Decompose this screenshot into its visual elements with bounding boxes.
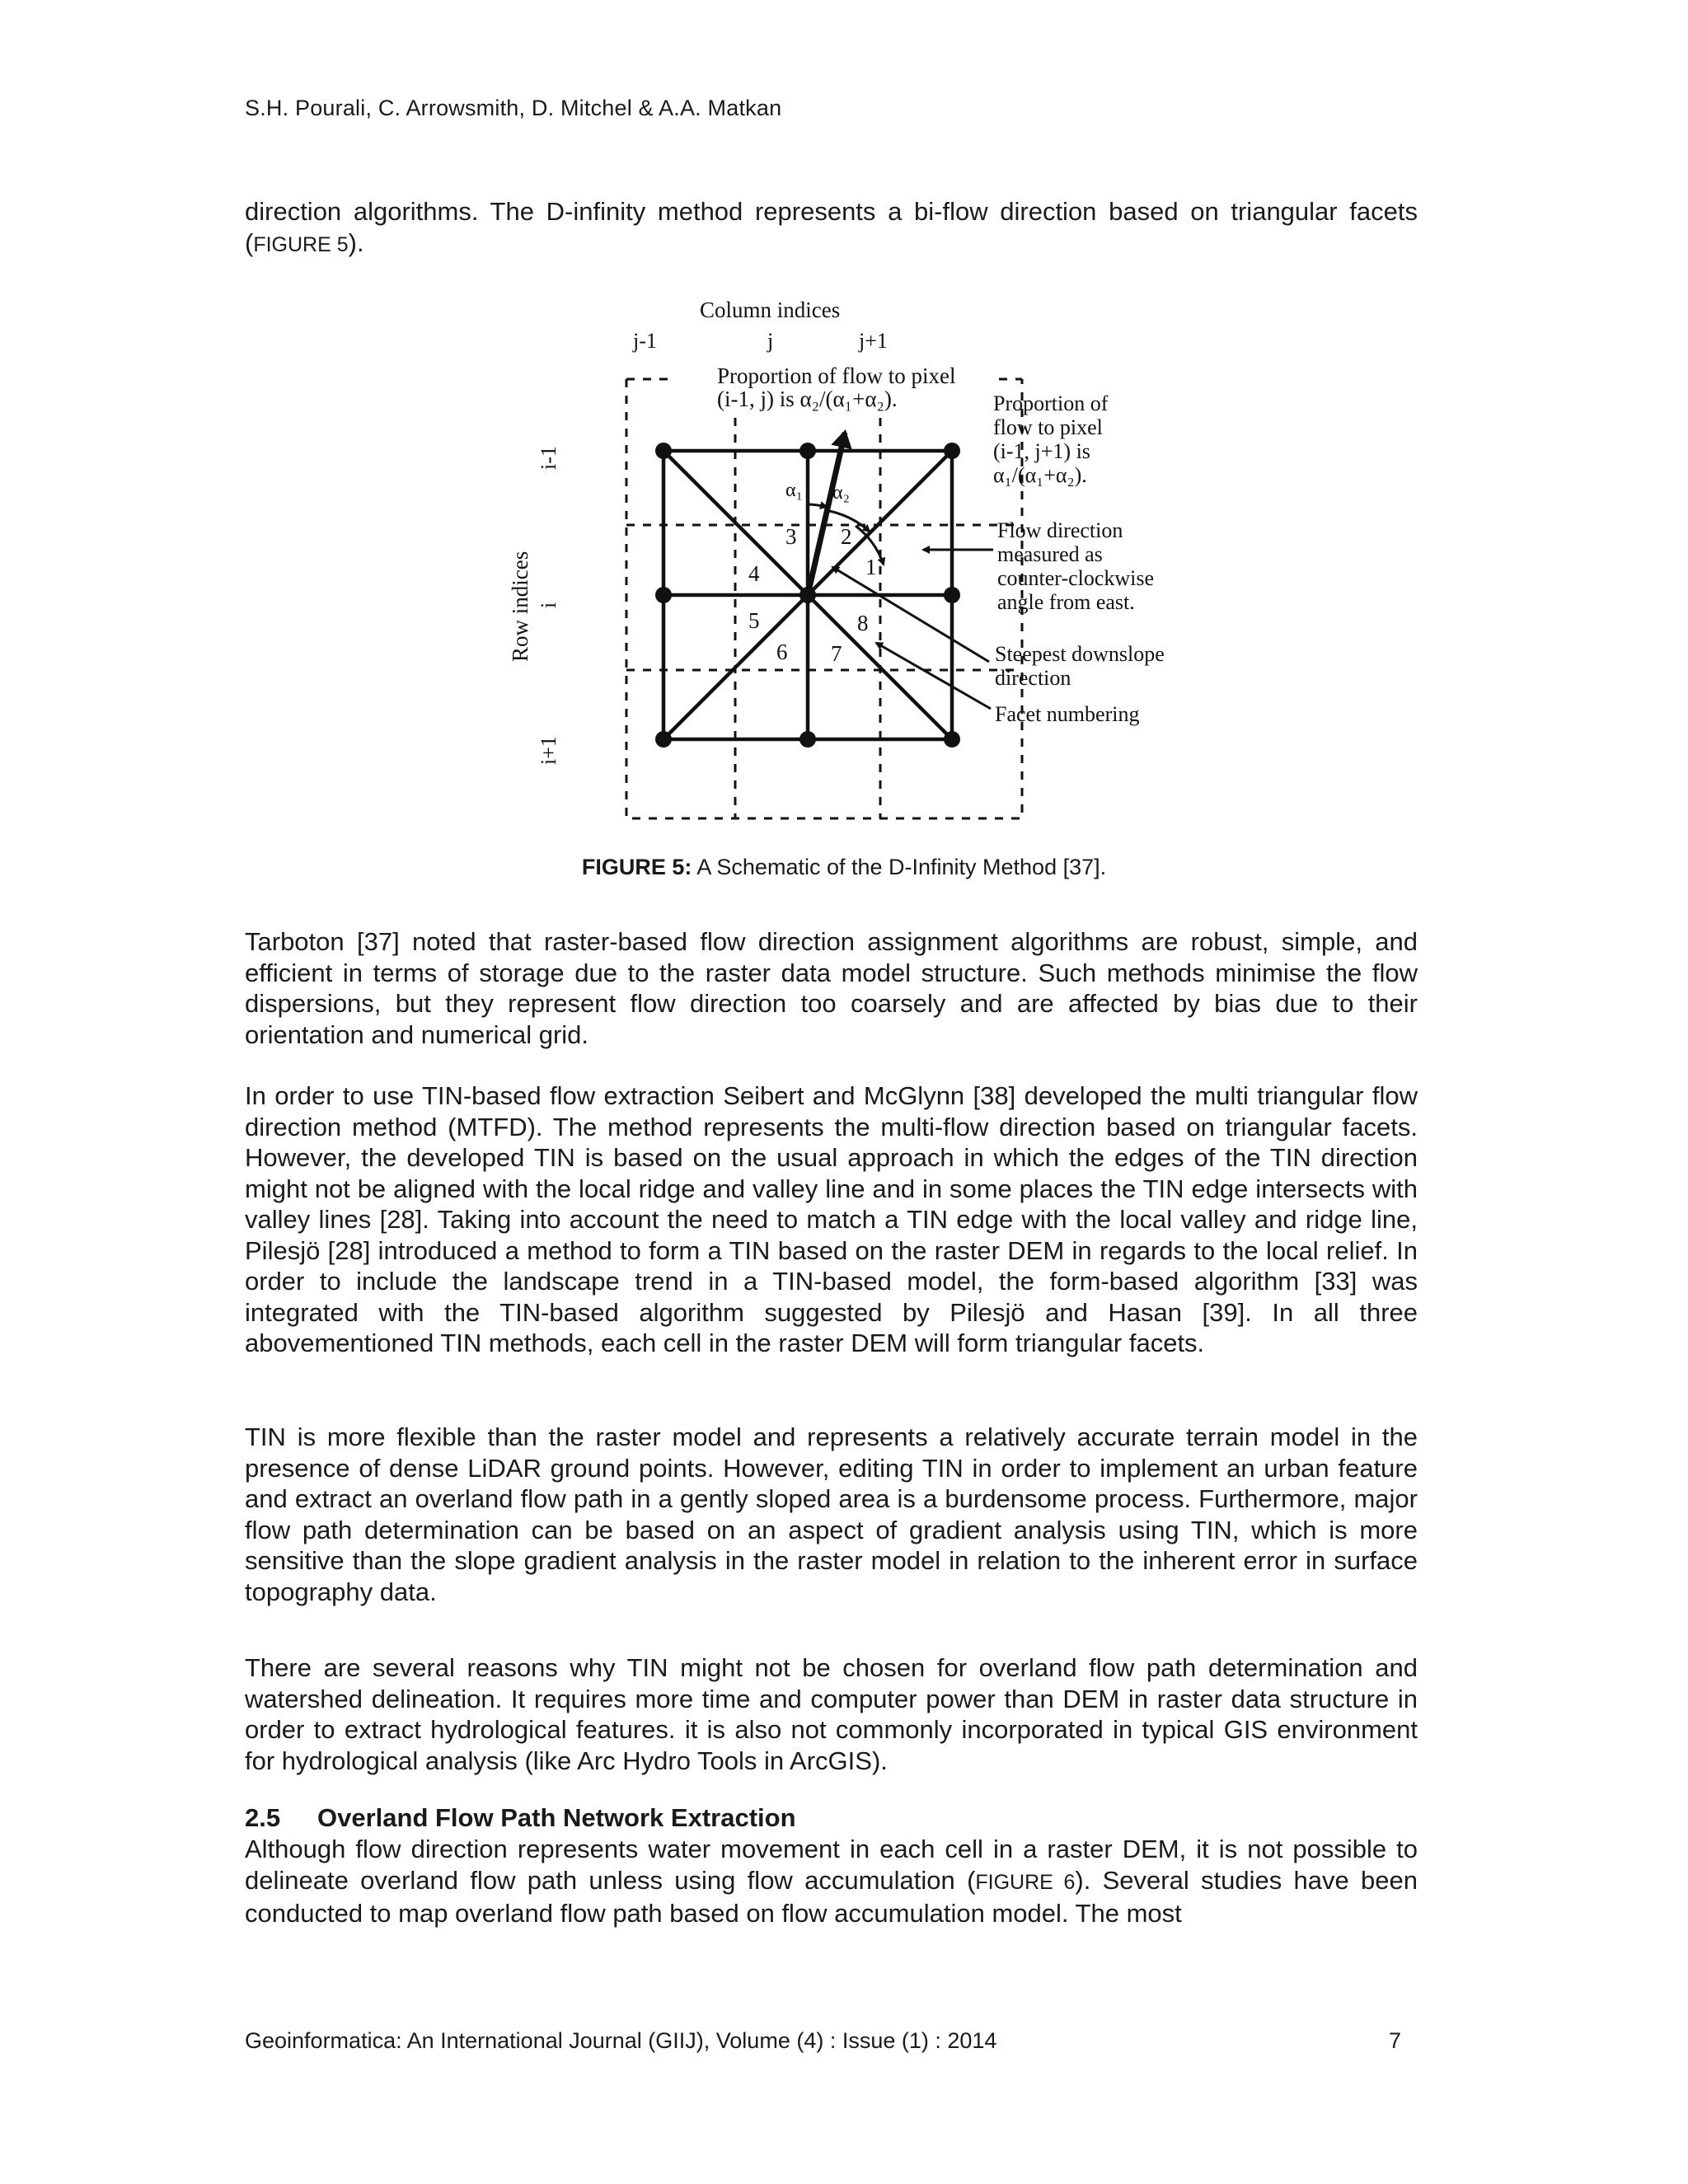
section-paragraph [245, 1834, 1418, 1929]
alpha1-label: α₁ [785, 480, 803, 501]
facet-numbering-label: Facet numbering [995, 702, 1140, 726]
body-paragraph-4: There are several reasons why TIN might not be chosen for overland flow path determination and watershed delineation. It requires more time and computer power than DEM in raster data structure in order to extract hydrological features. it is also not commonly incorporated in typical GIS environment for hydrological analysis (like Arc Hydro Tools in ArcGIS). [245, 1653, 1418, 1775]
steepest-line2: direction [995, 666, 1071, 690]
column-label-j-1: j-1 [633, 329, 657, 353]
flow-direction-line3: counter-clockwise [997, 566, 1155, 590]
section-text-after: ). Several studies have been conducted to map overland flow path based on flow accumulation model. The most [245, 1865, 1418, 1928]
cell-boundaries [626, 379, 1022, 818]
row-label-i-plus-1: i+1 [537, 736, 560, 765]
facet-number-7: 7 [831, 641, 842, 666]
section-heading [245, 1803, 796, 1833]
figure-5-d-infinity-schematic [503, 293, 1195, 841]
section-title: Overland Flow Path Network Extraction [317, 1803, 796, 1832]
column-indices-title: Column indices [700, 298, 841, 322]
page-number: 7 [1389, 2028, 1402, 2053]
intro-text-after: ). [348, 227, 364, 257]
column-label-j: j [767, 329, 774, 353]
right-annotation-line2: flow to pixel [993, 415, 1103, 439]
footer-journal: Geoinformatica: An International Journal (GIIJ), Volume (4) : Issue (1) : 2014 [245, 2028, 997, 2053]
flow-direction-line2: measured as [997, 542, 1103, 566]
row-indices-title: Row indices [508, 551, 532, 662]
flow-direction-line4: angle from east. [997, 590, 1135, 614]
figure-5-reference: FIGURE 5 [253, 232, 349, 256]
figure-6-reference: FIGURE 6 [975, 1870, 1076, 1894]
intro-paragraph [245, 196, 1418, 260]
running-header-authors: S.H. Pourali, C. Arrowsmith, D. Mitchel & A.A. Matkan [245, 96, 782, 120]
section-number: 2.5 [245, 1803, 281, 1832]
alpha1-arc [808, 504, 827, 507]
facet-number-6: 6 [776, 640, 788, 664]
section-text-before: Although flow direction represents water movement in each cell in a raster DEM, it is not possible to delineate overland flow path unless using flow accumulation ( [245, 1835, 1418, 1895]
row-label-i: i [537, 602, 560, 608]
intro-text-before: direction algorithms. The D-infinity method represents a bi-flow direction based on triangular facets ( [245, 197, 1418, 257]
body-paragraph-2: In order to use TIN-based flow extraction Seibert and McGlynn [38] developed the multi triangular flow direction method (MTFD). The method represents the multi-flow direction based on triangular facets. However, the developed TIN is based on the usual approach in which the edges of the TIN direction might not be aligned with the local ridge and valley line and in some places the TIN edge intersects with valley lines [28]. Taking into account the need to match a TIN edge with the local valley and ridge line, Pilesjö [28] introduced a method to form a TIN based on the raster DEM in regards to the local relief. In order to include the landscape trend in a TIN-based model, the form-based algorithm [33] was integrated with the TIN-based algorithm suggested by Pilesjö and Hasan [39]. In all three abovementioned TIN methods, each cell in the raster DEM will form triangular facets. [245, 1081, 1418, 1357]
facet-number-5: 5 [748, 608, 760, 633]
figure-caption [0, 855, 1688, 880]
top-annotation-line1: Proportion of flow to pixel [717, 363, 956, 388]
row-label-i-1: i-1 [537, 446, 560, 470]
caption-text: A Schematic of the D-Infinity Method [37]. [692, 855, 1107, 879]
body-paragraph-3: TIN is more flexible than the raster model and represents a relatively accurate terrain model in the presence of dense LiDAR ground points. However, editing TIN in order to implement an urban feature and extract an overland flow path in a gently sloped area is a burdensome process. Furthermore, major flow path determination can be based on an aspect of gradient analysis using TIN, which is more sensitive than the slope gradient analysis in the raster model in relation to the inherent error in surface topography data. [245, 1422, 1418, 1606]
right-annotation-line3: (i-1, j+1) is [993, 439, 1090, 463]
body-paragraph-1: Tarboton [37] noted that raster-based flow direction assignment algorithms are robust, simple, and efficient in terms of storage due to the raster data model structure. Such methods minimise the flow dispersions, but they represent flow direction too coarsely and are affected by bias due to their orientation and numerical grid. [245, 927, 1418, 1049]
facet-number-1: 1 [865, 555, 877, 579]
steepest-downslope-pointer [832, 567, 989, 662]
steepest-line1: Steepest downslope [995, 642, 1165, 666]
facet-number-4: 4 [748, 561, 760, 586]
d-infinity-diagram [503, 293, 1195, 841]
right-annotation-line1: Proportion of [993, 391, 1109, 415]
flow-direction-line1: Flow direction [997, 518, 1123, 542]
top-annotation-line2: (i-1, j) is α₂/(α₁+α₂). [717, 387, 898, 411]
right-annotation-line4: α₁/(α₁+α₂). [993, 463, 1087, 487]
facet-number-2: 2 [841, 524, 852, 549]
column-label-j-plus-1: j+1 [859, 329, 888, 353]
caption-label: FIGURE 5: [581, 855, 692, 879]
facet-number-3: 3 [785, 524, 797, 549]
facet-number-8: 8 [857, 611, 869, 635]
alpha2-label: α₂ [832, 482, 850, 504]
